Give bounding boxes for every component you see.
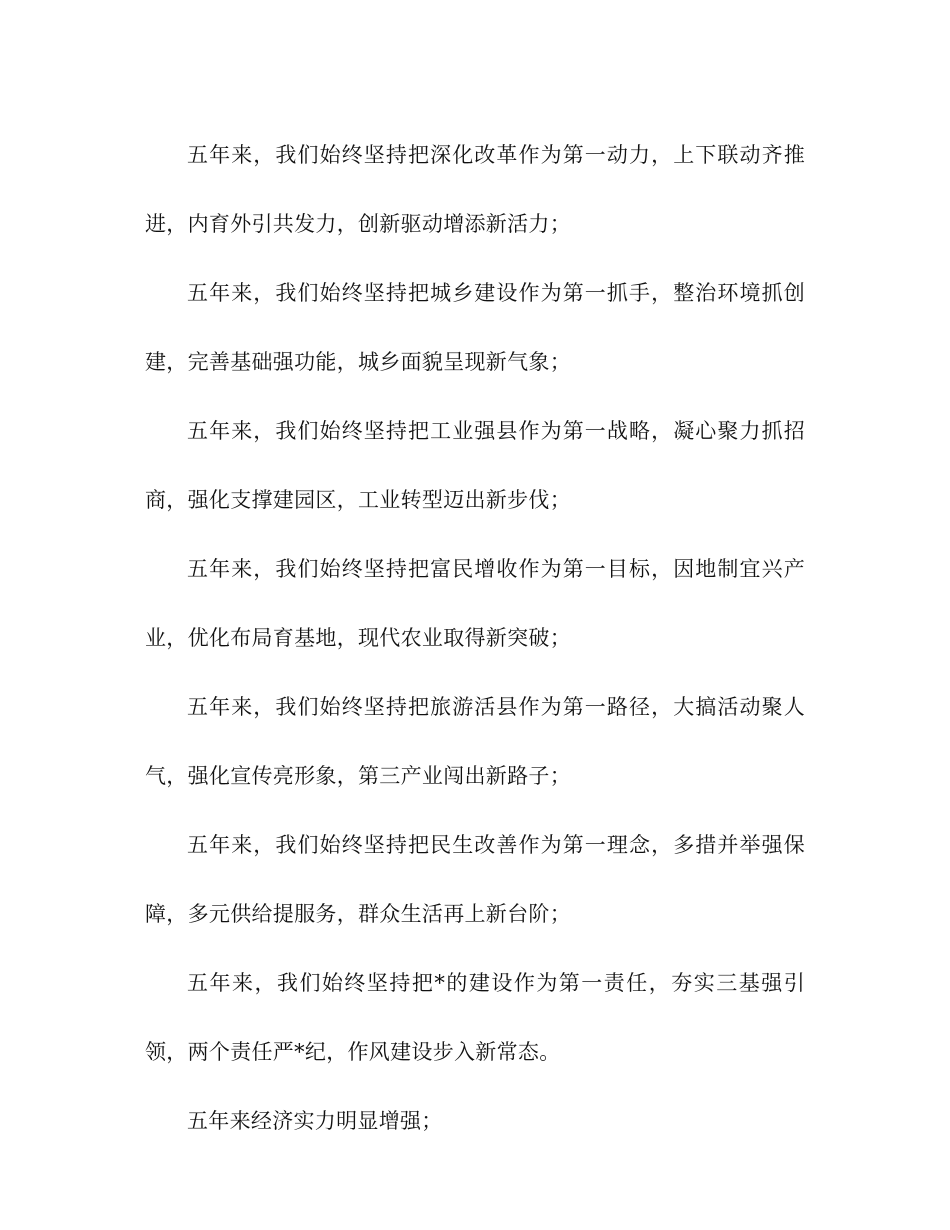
- document-body: [145, 121, 805, 1156]
- paragraph-urban-rural: 五年来，我们始终坚持把城乡建设作为第一抓手，整治环境抓创建，完善基础强功能，城乡面貌呈现新气象；: [145, 281, 805, 374]
- paragraph-economy: 五年来经济实力明显增强；: [187, 1109, 443, 1133]
- paragraph-industry: 五年来，我们始终坚持把工业强县作为第一战略，凝心聚力抓招商，强化支撑建园区，工业转型迈出新步伐；: [145, 419, 805, 512]
- paragraph-reform: 五年来，我们始终坚持把深化改革作为第一动力，上下联动齐推进，内育外引共发力，创新驱动增添新活力；: [145, 143, 805, 236]
- paragraph-income: 五年来，我们始终坚持把富民增收作为第一目标，因地制宜兴产业，优化布局育基地，现代农业取得新突破；: [145, 557, 805, 650]
- paragraph-tourism: 五年来，我们始终坚持把旅游活县作为第一路径，大搞活动聚人气，强化宣传亮形象，第三产业闯出新路子；: [145, 695, 805, 788]
- paragraph-livelihood: 五年来，我们始终坚持把民生改善作为第一理念，多措并举强保障，多元供给提服务，群众生活再上新台阶；: [145, 833, 805, 926]
- paragraph-responsibility: 五年来，我们始终坚持把*的建设作为第一责任，夯实三基强引领，两个责任严*纪，作风建设步入新常态。: [145, 971, 805, 1064]
